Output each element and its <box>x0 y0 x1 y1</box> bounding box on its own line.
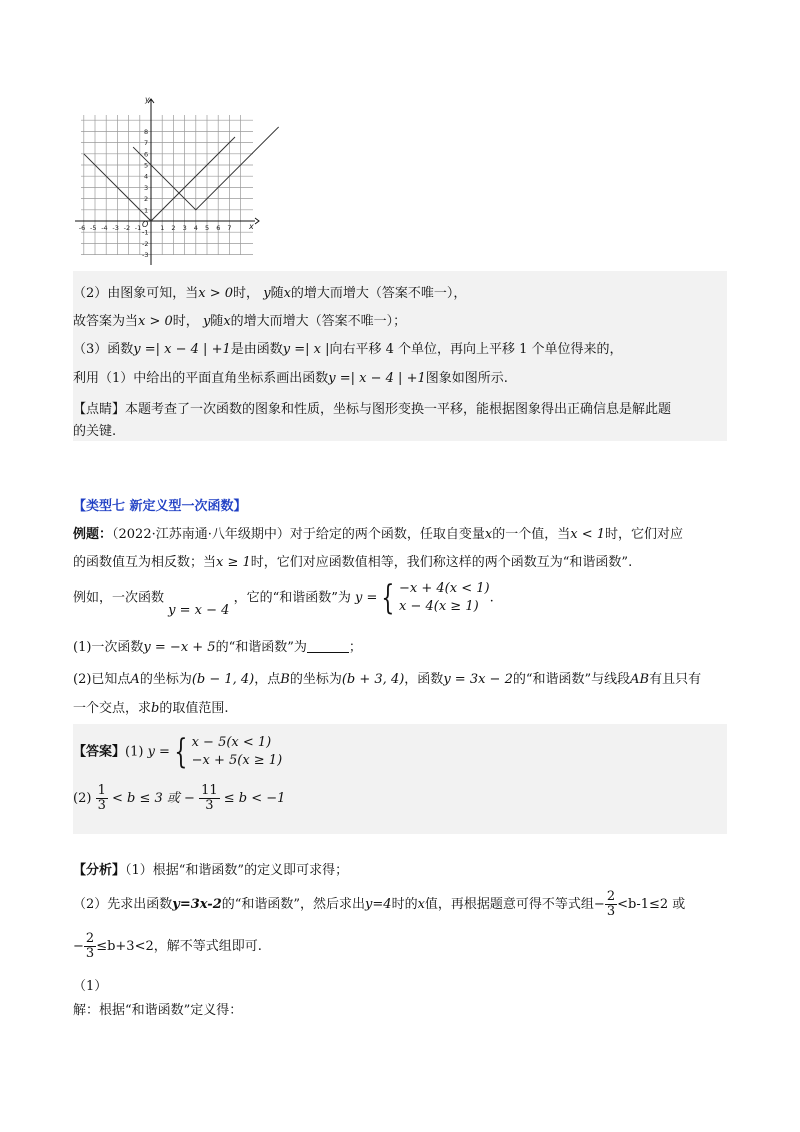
question-1: (1)一次函数y = −x + 5的“和谐函数”为 ； <box>73 640 362 655</box>
x-tick-label: -3 <box>112 224 119 232</box>
section-title: 【类型七 新定义型一次函数】 <box>73 499 247 514</box>
solution-intro: 解：根据“和谐函数”定义得： <box>73 1003 243 1018</box>
analysis-2: （2）先求出函数y=3x-2的“和谐函数”，然后求出y=4时的x值，再根据题意可得不等式组− $\frac{2}{3}$ <b-1≤2 或 <box>73 889 686 919</box>
analysis-3: − $\frac{2}{3}$ ≤b+3<2，解不等式组即可. <box>73 931 262 961</box>
x-tick-label: 4 <box>193 224 198 232</box>
y-tick-label: 8 <box>144 127 149 136</box>
solution-line-2: （2）由图象可知，当x > 0时， y随x的增大而增大（答案不唯一）， <box>73 286 467 301</box>
y-tick-label: -1 <box>142 228 149 237</box>
x-tick-label: 1 <box>160 224 165 232</box>
remark-line-1: 【点睛】本题考查了一次函数的图象和性质，坐标与图形变换一平移，能根据图象得出正确信息是解此题 <box>73 402 672 417</box>
y-tick-label: -3 <box>142 251 149 260</box>
example-line-1: 例题：（2022·江苏南通·八年级期中）对于给定的两个函数，任取自变量x的一个值，当x < 1时，它们对应 <box>73 527 684 542</box>
y-tick-label: 4 <box>144 172 149 181</box>
example-line-3: 例如，一次函数 y = x − 4 ，它的“和谐函数”为 y = { −x + 4(x < 1) x − 4(x ≥ 1). <box>73 578 494 618</box>
analysis-1: 【分析】（1）根据“和谐函数”的定义即可求得； <box>73 863 349 878</box>
fraction: $\frac{2}{3}$ <box>85 931 95 961</box>
x-tick-label: 5 <box>205 224 210 232</box>
question-2: (2)已知点A的坐标为(b − 1, 4)，点B的坐标为(b + 3, 4)，函数y = 3x − 2的“和谐函数”与线段AB有且只有 <box>73 672 702 687</box>
y-axis-label: y <box>145 95 150 104</box>
solution-line-4: （3）函数y =| x − 4 | +1是由函数y =| x |向右平移 4 个单位，再向上平移 1 个单位得来的， <box>73 342 623 357</box>
coordinate-graph <box>73 95 285 271</box>
y-tick-label: -2 <box>142 239 149 248</box>
answer-1: 【答案】(1) y = { x − 5(x < 1) −x + 5(x ≥ 1) <box>73 732 283 772</box>
x-tick-label: 2 <box>171 224 176 232</box>
y-tick-label: 5 <box>144 161 149 170</box>
solution-line-3: 故答案为当x > 0时， y随x的增大而增大（答案不唯一）； <box>73 314 407 329</box>
x-tick-label: -1 <box>134 224 142 232</box>
answer-blank[interactable] <box>307 640 349 653</box>
y-tick-label: 6 <box>144 150 149 159</box>
left-brace: { <box>381 578 395 618</box>
left-brace: { <box>174 732 188 772</box>
fraction: $\frac{1}{3}$ <box>97 783 106 813</box>
x-tick-label: 3 <box>182 224 187 232</box>
piecewise-function: −x + 4(x < 1) x − 4(x ≥ 1) <box>399 581 490 614</box>
x-tick-label: -5 <box>90 224 97 232</box>
x-tick-label: -6 <box>78 224 86 232</box>
y-tick-label: 7 <box>144 139 149 148</box>
x-tick-label: 7 <box>227 224 232 232</box>
y-tick-label: 3 <box>144 183 149 192</box>
remark-line-2: 的关键. <box>73 424 117 439</box>
y-tick-label: 1 <box>144 206 149 215</box>
answer-2: (2) $\frac{1}{3}$ < b ≤ 3 或 − $\frac{11}{3}$ ≤ b < −1 <box>73 783 286 813</box>
fraction: $\frac{2}{3}$ <box>606 889 616 919</box>
y-tick-label: 2 <box>144 195 149 204</box>
solution-label: （1） <box>73 979 108 994</box>
x-axis-label: x <box>249 222 254 231</box>
x-tick-label: 6 <box>216 224 221 232</box>
x-tick-label: -2 <box>123 224 131 232</box>
answer-piecewise: x − 5(x < 1) −x + 5(x ≥ 1) <box>191 735 283 768</box>
solution-line-5: 利用（1）中给出的平面直角坐标系画出函数y =| x − 4 | +1图象如图所示. <box>73 371 508 386</box>
origin-label: O <box>142 220 149 229</box>
x-tick-label: -4 <box>101 224 108 232</box>
fraction: $\frac{11}{3}$ <box>201 783 218 813</box>
example-line-2: 的函数值互为相反数；当x ≥ 1时，它们对应函数值相等，我们称这样的两个函数互为“和谐函数”. <box>73 555 633 570</box>
question-2-cont: 一个交点，求b的取值范围. <box>73 701 229 716</box>
